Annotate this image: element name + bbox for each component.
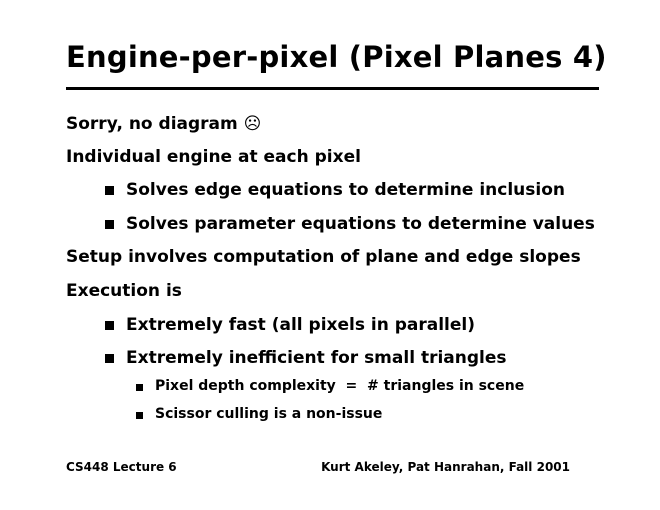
square-bullet-icon — [136, 412, 143, 419]
title-divider — [66, 87, 599, 90]
footer-left: CS448 Lecture 6 — [66, 460, 177, 474]
bullet-text-parameter-equations: Solves parameter equations to determine values — [126, 214, 595, 234]
bullet-text-pixel-depth: Pixel depth complexity = # triangles in scene — [155, 378, 525, 394]
square-bullet-icon — [105, 186, 114, 195]
square-bullet-icon — [105, 354, 114, 363]
bullet-text-extremely-inefficient: Extremely inefficient for small triangles — [126, 348, 507, 368]
square-bullet-icon — [136, 384, 143, 391]
bullet-text-extremely-fast: Extremely fast (all pixels in parallel) — [126, 315, 476, 335]
square-bullet-icon — [105, 220, 114, 229]
bullet-text-setup: Setup involves computation of plane and edge slopes — [66, 247, 581, 267]
slide-title: Engine-per-pixel (Pixel Planes 4) — [66, 40, 607, 74]
bullet-text-scissor-culling: Scissor culling is a non-issue — [155, 406, 383, 422]
bullet-text-individual-engine: Individual engine at each pixel — [66, 147, 361, 167]
bullet-text-execution: Execution is — [66, 281, 182, 301]
footer-right: Kurt Akeley, Pat Hanrahan, Fall 2001 — [321, 460, 570, 474]
bullet-text-edge-equations: Solves edge equations to determine inclusion — [126, 180, 565, 200]
square-bullet-icon — [105, 321, 114, 330]
bullet-text-sorry-no-diagram: Sorry, no diagram ☹ — [66, 114, 262, 134]
